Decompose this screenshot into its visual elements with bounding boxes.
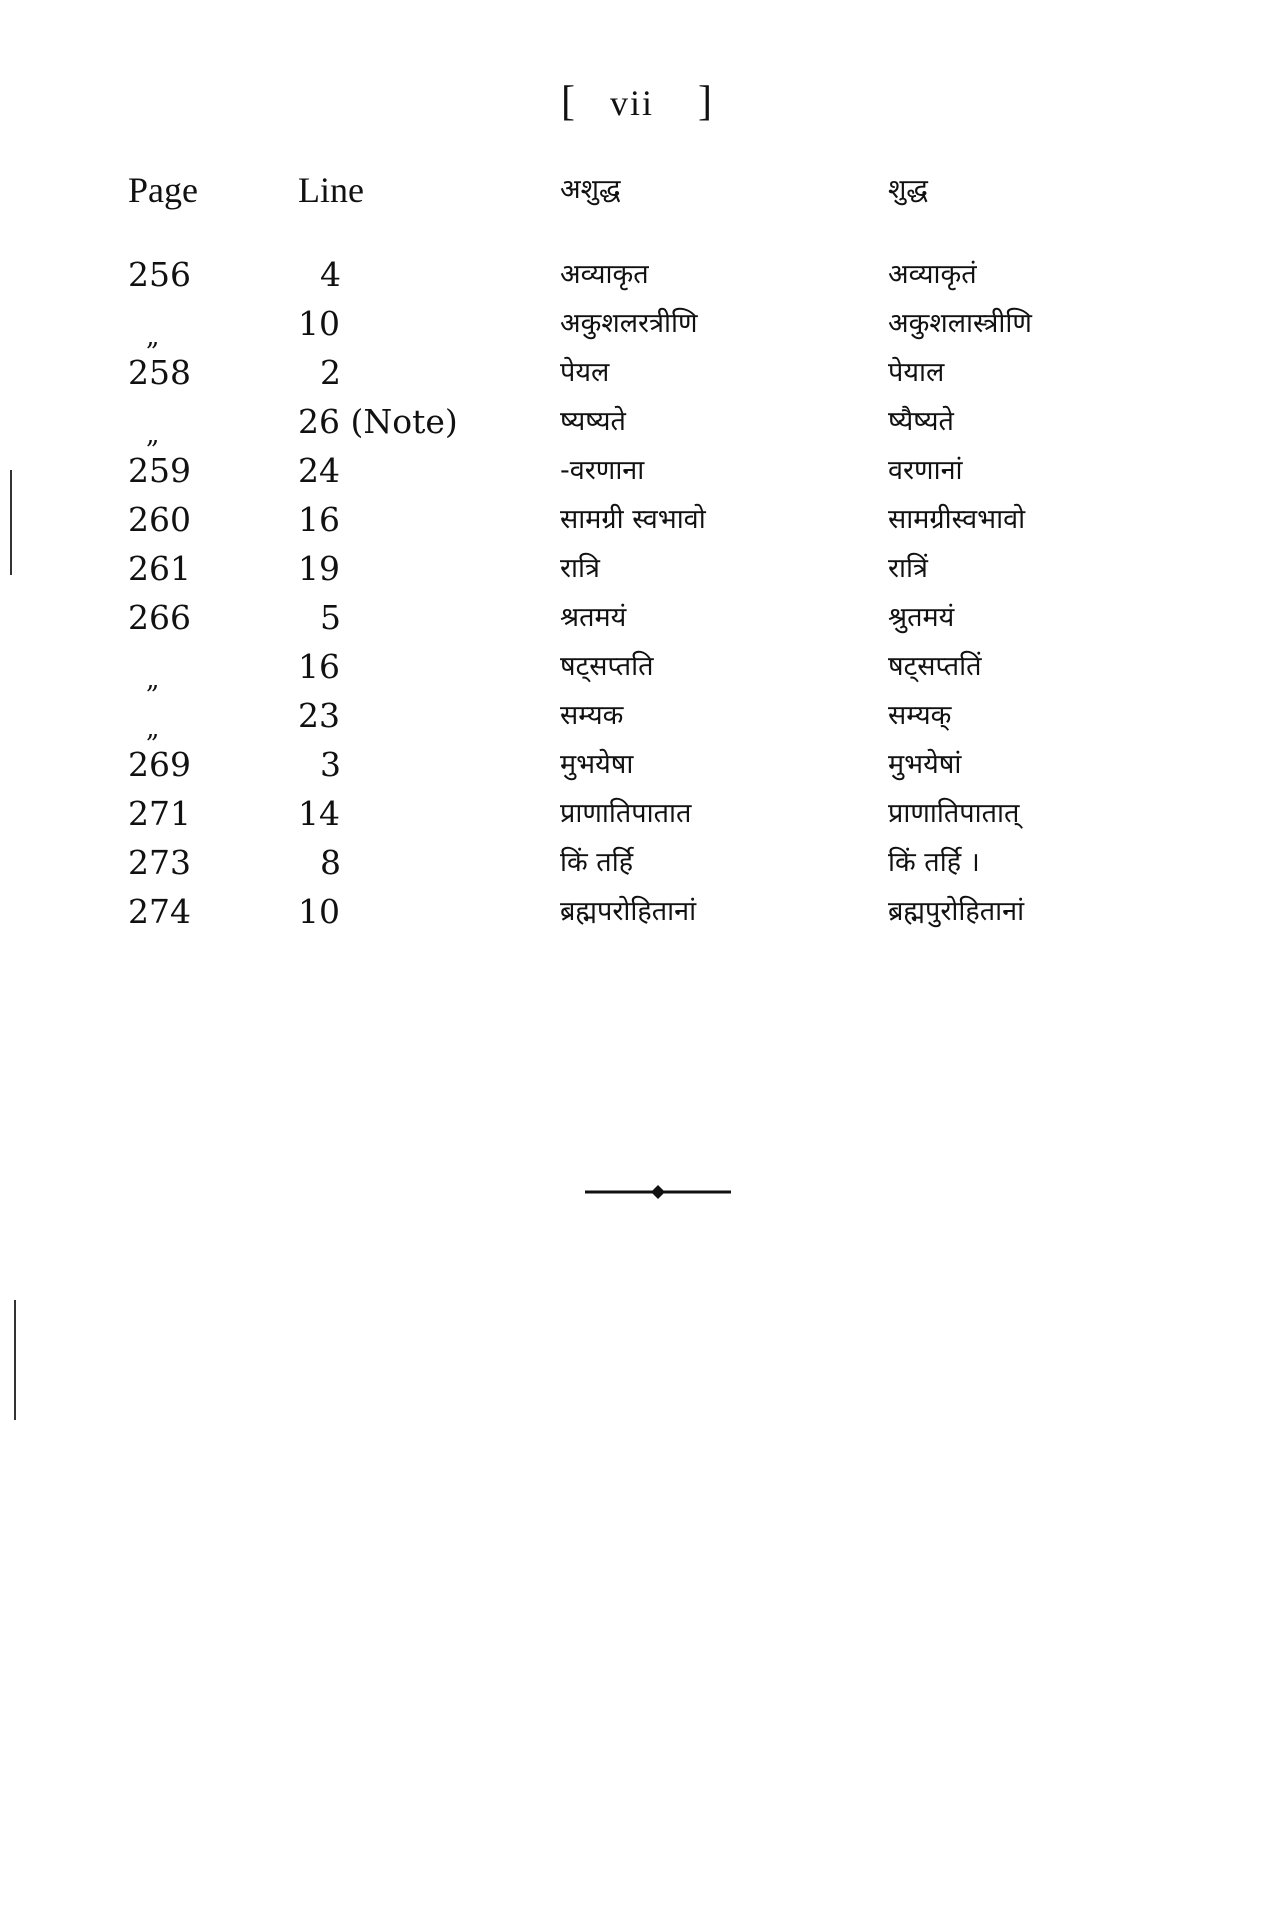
cell-incorrect: अव्याकृत	[560, 259, 649, 290]
cell-line: 10	[298, 892, 340, 931]
cell-incorrect: पेयल	[560, 357, 610, 388]
cell-incorrect: श्रतमयं	[560, 602, 627, 633]
header-line: Line	[298, 170, 364, 210]
cell-correct: प्राणातिपातात्	[888, 798, 1020, 829]
cell-incorrect: षट्सप्तति	[560, 651, 654, 682]
cell-line: 16	[298, 500, 340, 539]
cell-correct: अव्याकृतं	[888, 259, 977, 290]
cell-page: „	[146, 322, 160, 352]
cell-page: 261	[128, 549, 191, 588]
cell-correct: ष्यैष्यते	[888, 406, 954, 437]
cell-incorrect: मुभयेषा	[560, 749, 634, 780]
page-number-text: vii	[609, 83, 654, 123]
table-body	[128, 250, 1128, 936]
cell-incorrect: सम्यक	[560, 700, 624, 731]
cell-correct: रात्रिं	[888, 553, 928, 584]
margin-mark	[14, 1300, 16, 1420]
cell-line: 26 (Note)	[298, 402, 458, 441]
header-correct: शुद्ध	[888, 174, 928, 205]
cell-correct: पेयाल	[888, 357, 945, 388]
cell-correct: सम्यक्	[888, 700, 952, 731]
table-row	[128, 348, 1128, 397]
cell-page: 258	[128, 353, 191, 392]
cell-line: 2	[320, 353, 341, 392]
cell-incorrect: किं तर्हि	[560, 847, 634, 878]
table-row	[128, 397, 1128, 450]
cell-line: 8	[320, 843, 341, 882]
cell-page: 274	[128, 892, 191, 931]
cell-page: 256	[128, 255, 191, 294]
cell-incorrect: ब्रह्मपरोहितानां	[560, 896, 697, 927]
table-row	[128, 740, 1128, 789]
cell-page: 260	[128, 500, 191, 539]
table-row	[128, 250, 1128, 299]
cell-line: 10	[298, 304, 340, 343]
cell-page: „	[146, 665, 160, 695]
cell-correct: सामग्रीस्वभावो	[888, 504, 1026, 535]
cell-page: 259	[128, 451, 191, 490]
table-header-row	[128, 168, 1128, 250]
cell-page: „	[146, 714, 160, 744]
open-bracket: [	[560, 79, 577, 125]
cell-incorrect: -वरणाना	[560, 455, 645, 486]
cell-line: 4	[320, 255, 341, 294]
cell-page: 273	[128, 843, 191, 882]
cell-line: 3	[320, 745, 341, 784]
ornament-divider	[585, 1182, 731, 1202]
cell-correct: मुभयेषां	[888, 749, 962, 780]
cell-line: 19	[298, 549, 340, 588]
cell-page: 266	[128, 598, 191, 637]
cell-incorrect: प्राणातिपातात	[560, 798, 692, 829]
cell-incorrect: ष्यष्यते	[560, 406, 626, 437]
cell-incorrect: रात्रि	[560, 553, 600, 584]
table-row	[128, 544, 1128, 593]
cell-correct: वरणानां	[888, 455, 963, 486]
cell-correct: ब्रह्मपुरोहितानां	[888, 896, 1025, 927]
table-row	[128, 691, 1128, 744]
cell-correct: श्रुतमयं	[888, 602, 955, 633]
page-number	[0, 78, 1275, 126]
cell-page: 269	[128, 745, 191, 784]
header-page: Page	[128, 170, 198, 210]
errata-table	[128, 168, 1128, 936]
table-row	[128, 593, 1128, 642]
cell-page: „	[146, 420, 160, 450]
margin-mark	[10, 470, 12, 575]
cell-line: 23	[298, 696, 340, 735]
table-row	[128, 887, 1128, 936]
cell-line: 16	[298, 647, 340, 686]
table-row	[128, 299, 1128, 352]
table-row	[128, 446, 1128, 495]
table-row	[128, 789, 1128, 838]
table-row	[128, 838, 1128, 887]
cell-incorrect: अकुशलरत्रीणि	[560, 308, 698, 339]
cell-incorrect: सामग्री स्वभावो	[560, 504, 706, 535]
table-row	[128, 642, 1128, 695]
cell-correct: किं तर्हि ।	[888, 847, 980, 878]
cell-line: 14	[298, 794, 340, 833]
cell-page: 271	[128, 794, 191, 833]
table-row	[128, 495, 1128, 544]
cell-line: 24	[298, 451, 340, 490]
cell-correct: षट्सप्ततिं	[888, 651, 982, 682]
close-bracket: ]	[698, 79, 714, 125]
header-incorrect: अशुद्ध	[560, 174, 621, 205]
cell-line: 5	[320, 598, 341, 637]
cell-correct: अकुशलास्त्रीणि	[888, 308, 1032, 339]
